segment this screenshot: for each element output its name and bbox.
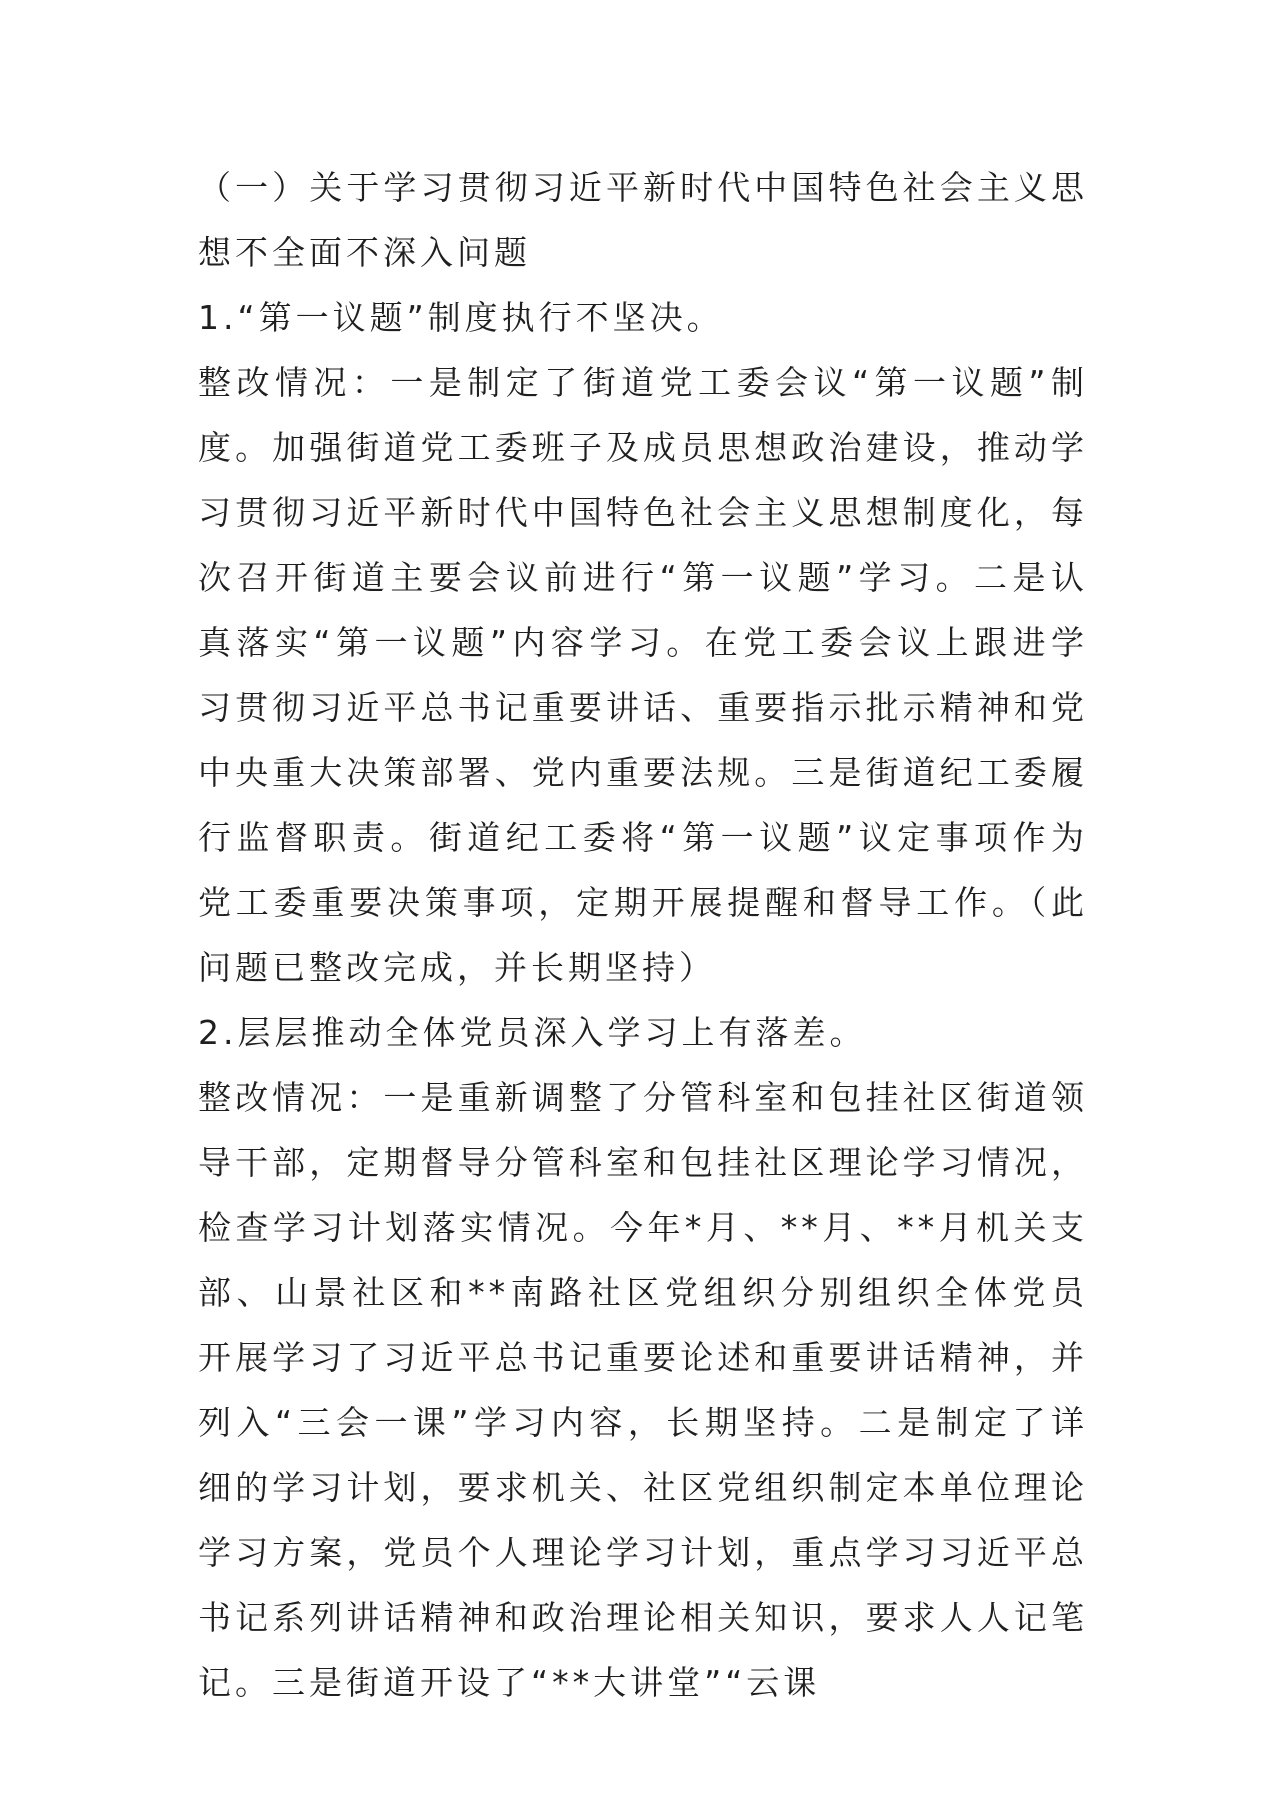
document-content <box>198 155 1088 1715</box>
item-body-2: 整改情况：一是重新调整了分管科室和包挂社区街道领导干部，定期督导分管科室和包挂社区理论学习情况，检查学习计划落实情况。今年*月、**月、**月机关支部、山景社区和**南路社区党组织分别组织全体党员开展学习了习近平总书记重要论述和重要讲话精神，并列入“三会一课”学习内容，长期坚持。二是制定了详细的学习计划，要求机关、社区党组织制定本单位理论学习方案，党员个人理论学习计划，重点学习习近平总书记系列讲话精神和政治理论相关知识，要求人人记笔记。三是街道开设了“**大讲堂”“云课 <box>198 1078 1088 1702</box>
item-body-1: 整改情况：一是制定了街道党工委会议“第一议题”制度。加强街道党工委班子及成员思想政治建设，推动学习贯彻习近平新时代中国特色社会主义思想制度化，每次召开街道主要会议前进行“第一议题”学习。二是认真落实“第一议题”内容学习。在党工委会议上跟进学习贯彻习近平总书记重要讲话、重要指示批示精神和党中央重大决策部署、党内重要法规。三是街道纪工委履行监督职责。街道纪工委将“第一议题”议定事项作为党工委重要决策事项，定期开展提醒和督导工作。（此问题已整改完成，并长期坚持） <box>198 363 1088 987</box>
item-heading-2: 2.层层推动全体党员深入学习上有落差。 <box>198 1013 867 1052</box>
item-heading-1: 1.“第一议题”制度执行不坚决。 <box>198 298 724 337</box>
section-heading: （一）关于学习贯彻习近平新时代中国特色社会主义思想不全面不深入问题 <box>198 168 1088 272</box>
